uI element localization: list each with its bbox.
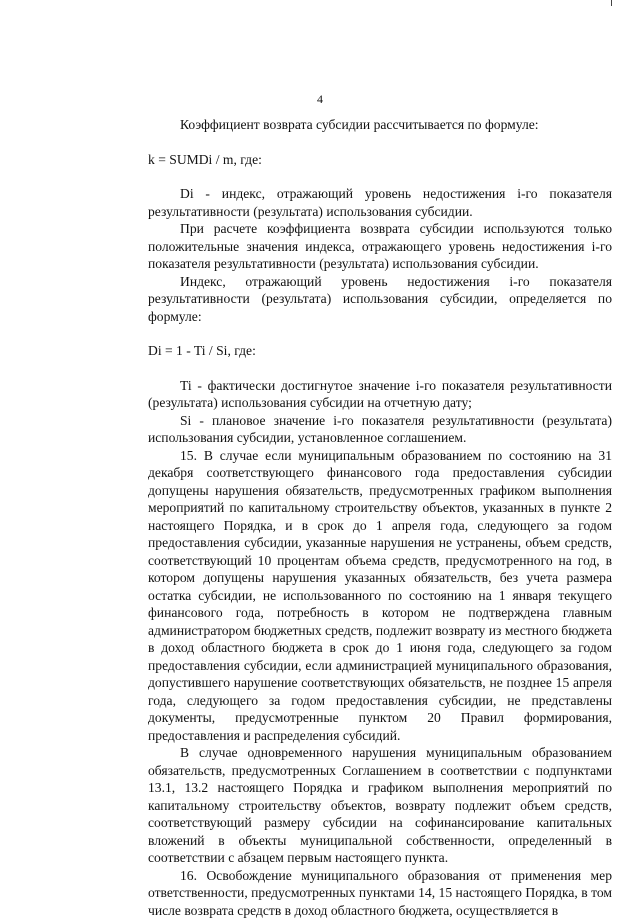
page-number: 4 [0, 92, 640, 107]
paragraph-index-formula-intro: Индекс, отражающий уровень недостижения i-го показателя результативности (результата) использования субсидии, определяется по формуле: [148, 273, 612, 326]
definition-di: Di - индекс, отражающий уровень недостижения i-го показателя результативности (результата) использования субсидии. [148, 185, 612, 220]
clause-15: 15. В случае если муниципальным образованием по состоянию на 31 декабря соответствующего финансового года предоставления субсидии допущены нарушения обязательств, предусмотренных графиком выполнения мероприятий по капитальному строительству объектов, указанных в пункте 2 настоящего Порядка, и в срок до 1 апреля года, следующего за годом предоставления субсидии, указанные нарушения не устранены, объем средств, соответствующий 10 процентам объема средств, предусмотренного на год, в котором допущены нарушения указанных обязательств, без учета размера остатка субсидии, не использованного по состоянию на 1 января текущего финансового года, потребность в котором не подтверждена главным администратором бюджетных средств, подлежит возврату из местного бюджета в доход областного бюджета в срок до 1 июня года, следующего за годом предоставления субсидии, если администрацией муниципального образования, допустившего нарушение соответствующих обязательств, не позднее 15 апреля года, следующего за годом предоставления субсидии, не представлены документы, предусмотренные пунктом 20 Правил формирования, предоставления и распределения субсидий. [148, 447, 612, 745]
document-body [148, 116, 612, 919]
clause-15-simultaneous-violation: В случае одновременного нарушения муниципальным образованием обязательств, предусмотренных Соглашением в соответствии с подпунктами 13.1, 13.2 настоящего Порядка и графиком выполнения мероприятий по капитальному строительству объектов, возврату подлежит объем средств, соответствующий размеру субсидии на софинансирование капитальных вложений в объекты муниципальной собственности, определенный в соответствии с абзацем первым настоящего пункта. [148, 744, 612, 867]
paragraph-positive-values: При расчете коэффициента возврата субсидии используются только положительные значения индекса, отражающего уровень недостижения i-го показателя результативности (результата) использования субсидии. [148, 220, 612, 273]
formula-k: k = SUMDi / m, где: [148, 151, 612, 169]
scan-edge-mark [611, 0, 612, 6]
formula-di: Di = 1 - Ti / Si, где: [148, 342, 612, 360]
definition-ti: Ti - фактически достигнутое значение i-го показателя результативности (результата) использования субсидии на отчетную дату; [148, 377, 612, 412]
formula-intro: Коэффициент возврата субсидии рассчитывается по формуле: [148, 116, 612, 134]
definition-si: Si - плановое значение i-го показателя результативности (результата) использования субсидии, установленное соглашением. [148, 412, 612, 447]
clause-16: 16. Освобождение муниципального образования от применения мер ответственности, предусмотренных пунктами 14, 15 настоящего Порядка, в том числе возврата средств в доход областного бюджета, осуществляется в [148, 867, 612, 919]
